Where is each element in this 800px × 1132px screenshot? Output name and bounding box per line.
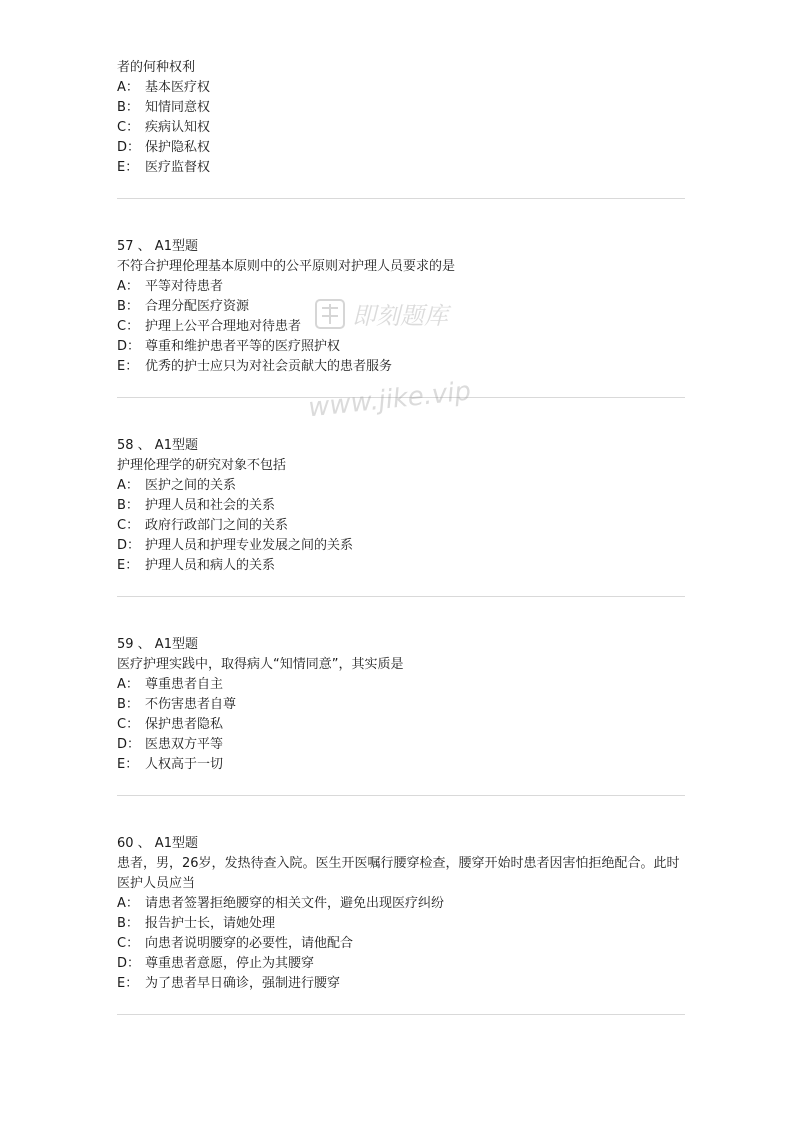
option-text: 尊重和维护患者平等的医疗照护权 bbox=[145, 339, 341, 354]
option-letter: B： bbox=[117, 299, 139, 314]
option-text: 保护患者隐私 bbox=[145, 717, 224, 732]
question-stem: 患者，男，26岁，发热待查入院。医生开医嘱行腰穿检查，腰穿开始时患者因害怕拒绝配合。此时医护人员应当 bbox=[117, 856, 680, 891]
option-letter: C： bbox=[117, 518, 140, 533]
question-stem: 护理伦理学的研究对象不包括 bbox=[117, 458, 287, 473]
option-letter: D： bbox=[117, 339, 141, 354]
option-text: 平等对待患者 bbox=[145, 279, 224, 294]
option-text: 医疗监督权 bbox=[145, 160, 211, 175]
option-d bbox=[117, 735, 685, 755]
question-block-59 bbox=[117, 635, 685, 796]
option-letter: D： bbox=[117, 737, 141, 752]
option-letter: D： bbox=[117, 956, 141, 971]
option-text: 知情同意权 bbox=[145, 100, 211, 115]
option-letter: E： bbox=[117, 359, 139, 374]
question-header: 58 、 A1型题 bbox=[117, 438, 198, 453]
option-c bbox=[117, 715, 685, 735]
question-stem: 医疗护理实践中，取得病人“知情同意”，其实质是 bbox=[117, 657, 404, 672]
option-d bbox=[117, 337, 685, 357]
question-stem: 不符合护理伦理基本原则中的公平原则对护理人员要求的是 bbox=[117, 259, 456, 274]
option-letter: B： bbox=[117, 100, 139, 115]
option-d bbox=[117, 536, 685, 556]
option-text: 护理人员和护理专业发展之间的关系 bbox=[145, 538, 354, 553]
option-text: 优秀的护士应只为对社会贡献大的患者服务 bbox=[145, 359, 393, 374]
option-c bbox=[117, 516, 685, 536]
option-a bbox=[117, 675, 685, 695]
option-text: 护理人员和社会的关系 bbox=[145, 498, 276, 513]
option-e bbox=[117, 357, 685, 377]
option-text: 保护隐私权 bbox=[145, 140, 211, 155]
option-letter: E： bbox=[117, 757, 139, 772]
option-text: 护理人员和病人的关系 bbox=[145, 558, 276, 573]
option-letter: C： bbox=[117, 319, 140, 334]
divider bbox=[117, 397, 685, 398]
option-text: 尊重患者自主 bbox=[145, 677, 224, 692]
document-page bbox=[117, 58, 685, 1015]
option-text: 疾病认知权 bbox=[145, 120, 211, 135]
question-header: 59 、 A1型题 bbox=[117, 637, 198, 652]
divider bbox=[117, 795, 685, 796]
option-text: 人权高于一切 bbox=[145, 757, 224, 772]
option-b bbox=[117, 98, 685, 118]
option-letter: B： bbox=[117, 697, 139, 712]
option-d bbox=[117, 954, 685, 974]
option-c bbox=[117, 118, 685, 138]
watermark-brand: 即刻题库 bbox=[352, 302, 448, 330]
question-block-56 bbox=[117, 58, 685, 199]
option-letter: E： bbox=[117, 558, 139, 573]
option-text: 报告护士长，请她处理 bbox=[145, 916, 276, 931]
option-letter: A： bbox=[117, 677, 139, 692]
divider bbox=[117, 1014, 685, 1015]
question-header: 57 、 A1型题 bbox=[117, 239, 198, 254]
option-letter: A： bbox=[117, 279, 139, 294]
question-stem: 者的何种权利 bbox=[117, 60, 196, 75]
question-block-57 bbox=[117, 237, 685, 398]
option-text: 尊重患者意愿，停止为其腰穿 bbox=[145, 956, 315, 971]
option-letter: B： bbox=[117, 498, 139, 513]
option-d bbox=[117, 138, 685, 158]
option-text: 政府行政部门之间的关系 bbox=[145, 518, 289, 533]
option-a bbox=[117, 894, 685, 914]
divider bbox=[117, 596, 685, 597]
option-text: 请患者签署拒绝腰穿的相关文件，避免出现医疗纠纷 bbox=[145, 896, 445, 911]
option-letter: E： bbox=[117, 160, 139, 175]
option-text: 为了患者早日确诊，强制进行腰穿 bbox=[145, 976, 341, 991]
option-b bbox=[117, 297, 685, 317]
option-e bbox=[117, 556, 685, 576]
option-letter: C： bbox=[117, 717, 140, 732]
option-text: 向患者说明腰穿的必要性，请他配合 bbox=[145, 936, 354, 951]
option-b bbox=[117, 914, 685, 934]
option-a bbox=[117, 476, 685, 496]
option-a bbox=[117, 78, 685, 98]
option-letter: A： bbox=[117, 896, 139, 911]
watermark-url: www.jike.vip bbox=[306, 376, 473, 424]
option-letter: C： bbox=[117, 936, 140, 951]
question-block-60 bbox=[117, 834, 685, 1015]
option-letter: E： bbox=[117, 976, 139, 991]
option-text: 不伤害患者自尊 bbox=[145, 697, 237, 712]
option-letter: D： bbox=[117, 538, 141, 553]
option-e bbox=[117, 974, 685, 994]
option-text: 医患双方平等 bbox=[145, 737, 224, 752]
option-e bbox=[117, 755, 685, 775]
option-letter: B： bbox=[117, 916, 139, 931]
option-a bbox=[117, 277, 685, 297]
option-letter: A： bbox=[117, 80, 139, 95]
option-text: 合理分配医疗资源 bbox=[145, 299, 250, 314]
option-e bbox=[117, 158, 685, 178]
option-text: 护理上公平合理地对待患者 bbox=[145, 319, 302, 334]
option-b bbox=[117, 496, 685, 516]
divider bbox=[117, 198, 685, 199]
option-c bbox=[117, 934, 685, 954]
option-text: 医护之间的关系 bbox=[145, 478, 237, 493]
question-block-58 bbox=[117, 436, 685, 597]
option-letter: A： bbox=[117, 478, 139, 493]
question-header: 60 、 A1型题 bbox=[117, 836, 198, 851]
option-letter: C： bbox=[117, 120, 140, 135]
option-c bbox=[117, 317, 685, 337]
option-b bbox=[117, 695, 685, 715]
option-text: 基本医疗权 bbox=[145, 80, 211, 95]
option-letter: D： bbox=[117, 140, 141, 155]
